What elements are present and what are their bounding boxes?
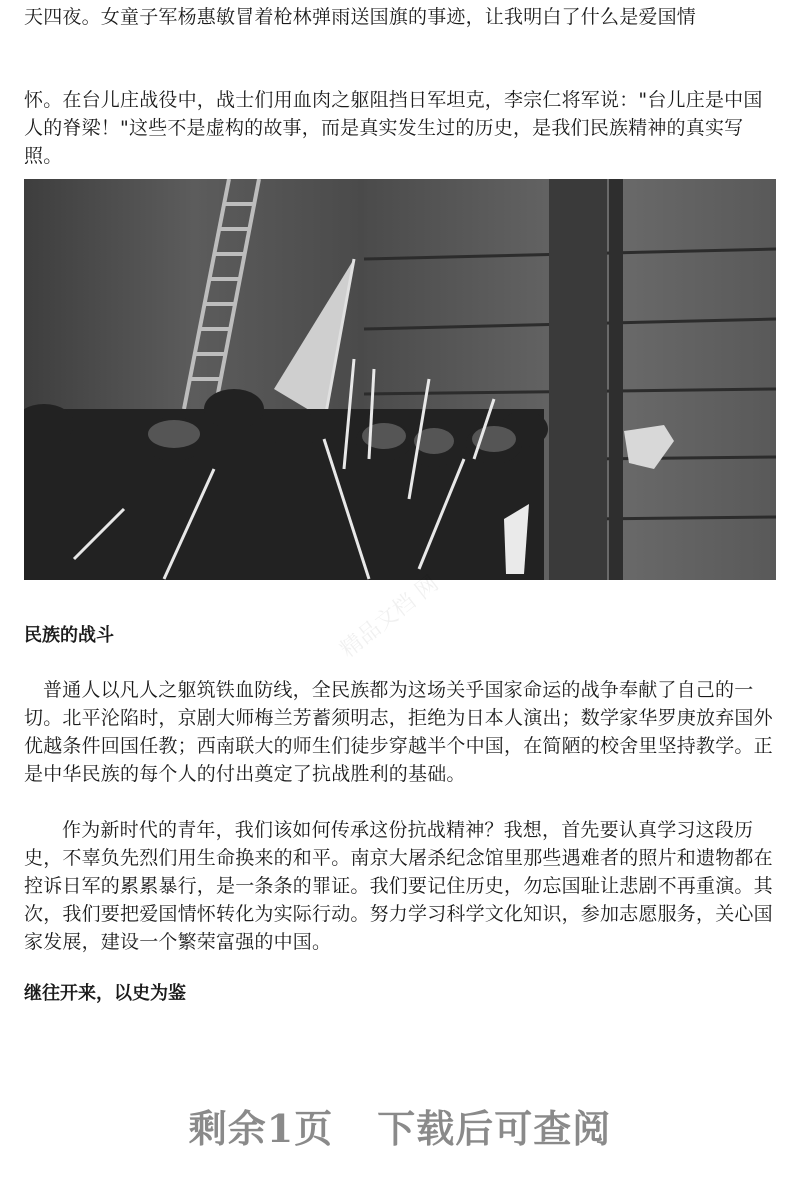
download-notice[interactable] [0, 1098, 800, 1153]
paragraph-fragment: 天四夜。女童子军杨惠敏冒着枪林弹雨送国旗的事迹，让我明白了什么是爱国情 [24, 6, 697, 28]
download-to-view-label[interactable]: 下载后可查阅 [377, 1106, 612, 1151]
watermark: 精品文档 网 [335, 571, 444, 663]
paragraph: 怀。在台儿庄战役中，战士们用血肉之躯阻挡日军坦克，李宗仁将军说："台儿庄是中国人的脊梁！"这些不是虚构的故事，而是真实发生过的历史，是我们民族精神的真实写照。 [24, 89, 763, 167]
paragraph: 作为新时代的青年，我们该如何传承这份抗战精神？我想，首先要认真学习这段历史，不辜负先烈们用生命换来的和平。南京大屠杀纪念馆里那些遇难者的照片和遗物都在控诉日军的累累暴行，是一条条的罪证。我们要记住历史，勿忘国耻让悲剧不再重演。其次，我们要把爱国情怀转化为实际行动。努力学习科学文化知识，参加志愿服务，关心国家发展，建设一个繁荣富强的中国。 [24, 819, 773, 953]
remaining-pages-label: 剩余1页 [188, 1106, 334, 1151]
section-heading: 民族的战斗 [24, 625, 114, 646]
soldiers-at-wall-image [24, 179, 776, 580]
paragraph: 普通人以凡人之躯筑铁血防线，全民族都为这场关乎国家命运的战争奉献了自己的一切。北平沦陷时，京剧大师梅兰芳蓄须明志，拒绝为日本人演出；数学家华罗庚放弃国外优越条件回国任教；西南联大的师生们徒步穿越半个中国，在简陋的校舍里坚持教学。正是中华民族的每个人的付出奠定了抗战胜利的基础。 [24, 679, 773, 785]
section-heading: 继往开来，以史为鉴 [24, 983, 186, 1004]
historical-photo [24, 179, 776, 580]
